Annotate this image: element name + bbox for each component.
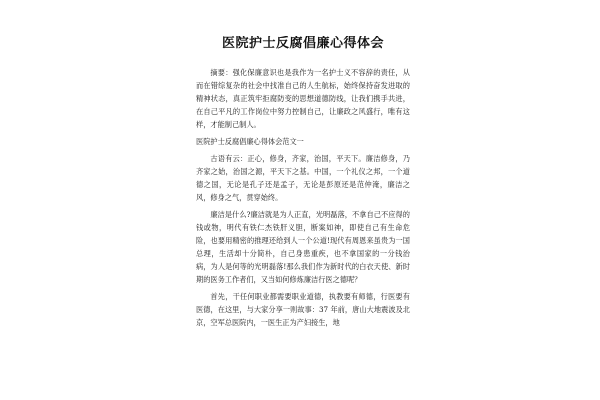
document-title: 医院护士反腐倡廉心得体会 (221, 36, 384, 51)
section-heading: 医院护士反腐倡廉心得体会范文一 (196, 137, 304, 146)
body-paragraph-1: 古语有云：正心，修身，齐家，治国，平天下。廉洁修身，乃齐家之始，治国之源，平天下之基。中国，一个礼仪之邦，一个道德之国，无论是孔子还是孟子，无论是彭原还是范仲淹，廉洁之风，修身之气，贯穿始终。 (196, 154, 410, 202)
body-paragraph-2: 廉洁是什么?廉洁就是为人正直，光明磊落，不拿自己不应得的钱或物，明代有铁仁杰铁肝义胆，断案如神，即使自己有生命危险，也要用精密的推理还给到人一个公道!现代有周恩来虽贵为一国总理，生活却十分简朴，自己身患重疾，也不拿国家的一分钱治病，为人是何等的光明磊落!那么我们作为新时代的白衣天使、新时期的医务工作者们，又当如何修炼廉洁行医之德呢？ (196, 210, 410, 284)
document-page (196, 36, 410, 400)
body-paragraph-3: 首先，干任何职业都需要职业道德，执教要有师德，行医要有医德，在这里，与大家分享一则故事：37 年前，唐山大地震波及北京，空军总医院内，一医生正为产妇接生，地 (196, 292, 410, 327)
abstract-paragraph: 摘要：强化保廉意识也是我作为一名护士义不容辞的责任，从而在错综复杂的社会中找准自己的人生航标，始终保持奋发进取的精神状态，真正筑牢拒腐防变的思想道德防线，让我们携手共进，在自己平凡的工作岗位中努力控制自己，让廉政之风盛行，唯有这样，才能制己制人。 (196, 68, 410, 129)
